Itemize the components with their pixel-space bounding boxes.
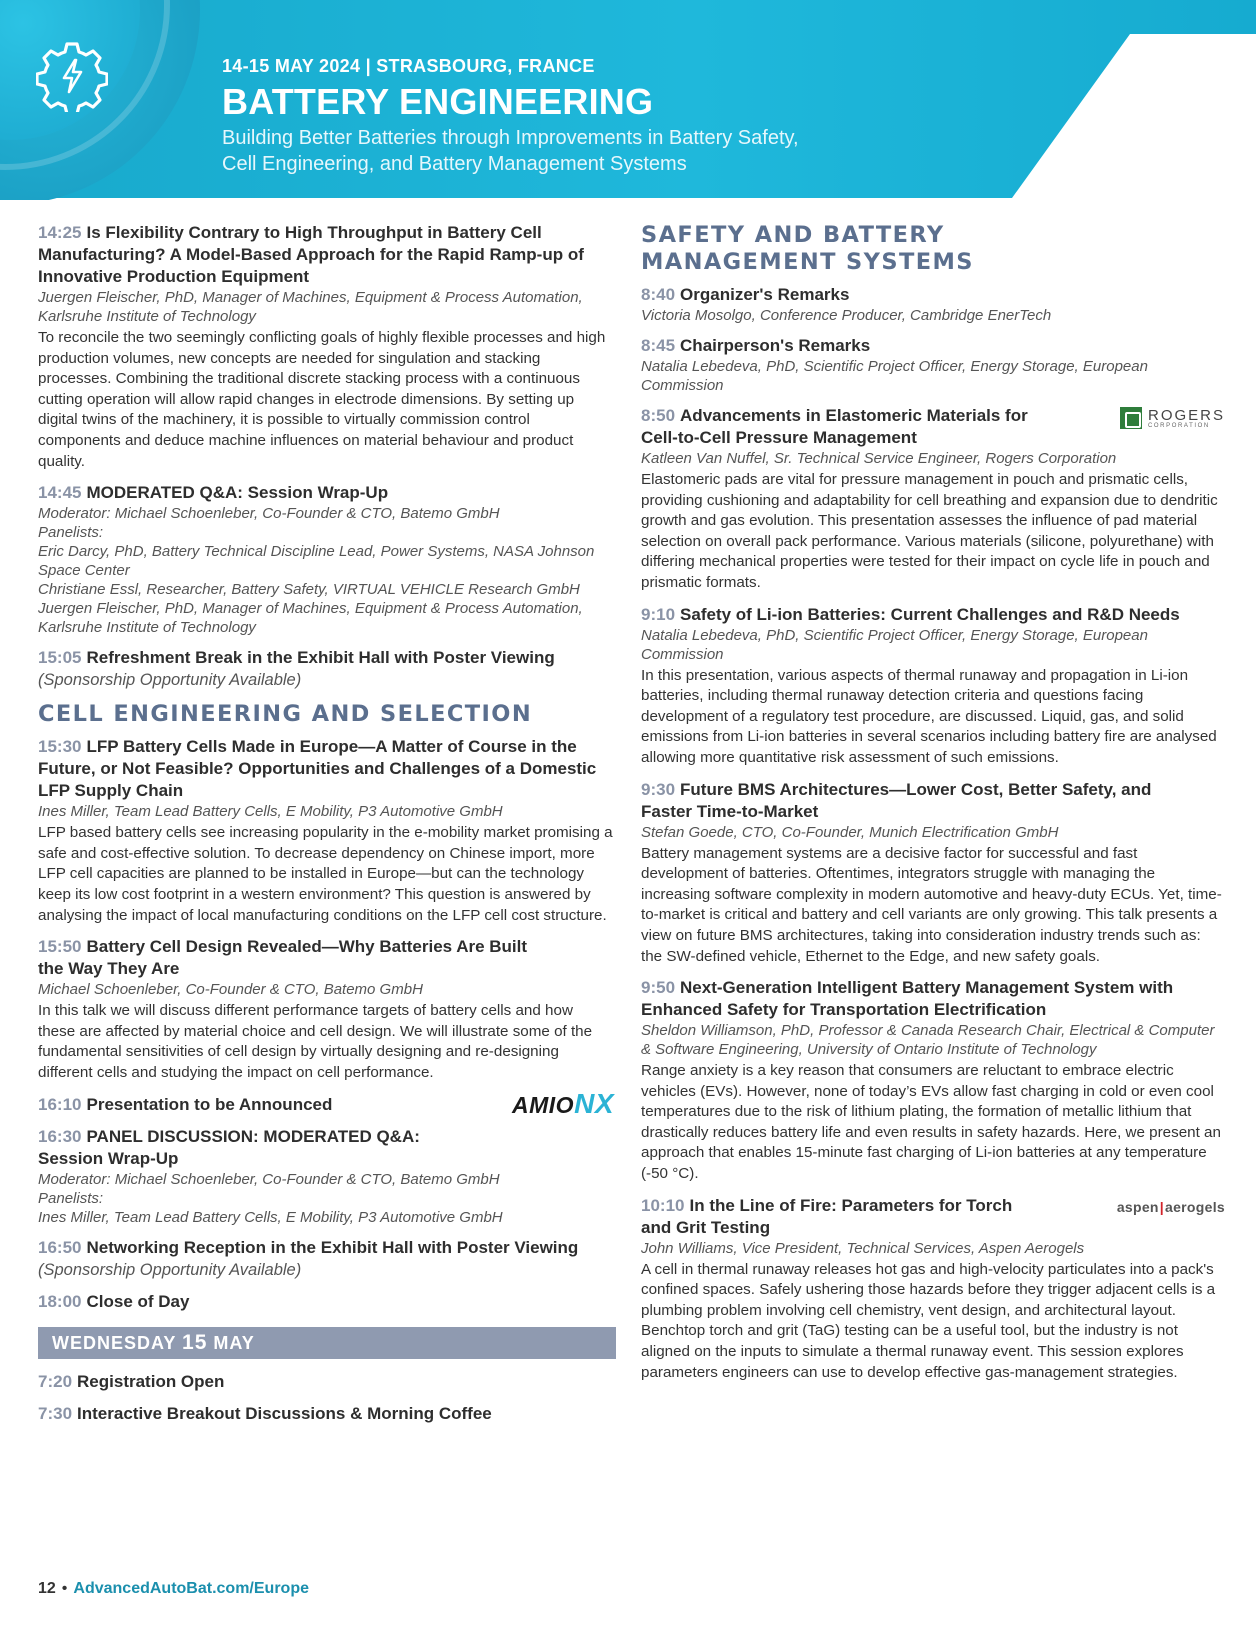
session-description: Elastomeric pads are vital for pressure management in pouch and prismatic cells, providing cushioning and adaptability for cell breathing and expansion due to dendritic growth and gas evolution. This presentation assesses the influence of pad material selection on overall pack performance. Various materials (silicone, polyurethane) with differing mechanical properties were tested for their impact on cycle life in pouch and prismatic formats. — [641, 471, 1218, 591]
aspen-aerogels-logo — [1117, 1199, 1225, 1215]
session-heading — [38, 1291, 614, 1313]
session-title: Cell-to-Cell Pressure Management — [641, 428, 917, 447]
session-description: To reconcile the two seemingly conflicting goals of highly flexible processes and high production volumes, new concepts are needed for singulation and stacking processes. Combining the traditional discrete stacking process with a continuous cutting operation will allow rapid changes in electrode dimensions. By setting up digital twins of the machinery, it is possible to virtually commission control components and deduce machine influences on material behaviour and product quality. — [38, 329, 606, 470]
session-description: LFP based battery cells see increasing popularity in the e-mobility market promising a safe and cost-effective solution. To decrease dependency on Chinese import, more LFP cell capacities are planned to be installed in Europe—but can the technology keep its low cost footprint in a western environment? This question is answered by analysing the impact of local manufacturing conditions on the LFP cell cost structure. — [38, 824, 613, 924]
day-word: WEDNESDAY — [52, 1332, 177, 1353]
session-speaker: Natalia Lebedeva, PhD, Scientific Project Officer, Energy Storage, European Commission — [641, 358, 1148, 394]
section-title-line: MANAGEMENT SYSTEMS — [641, 249, 974, 275]
session-heading — [38, 936, 614, 980]
session-time: 8:50 — [641, 406, 676, 425]
gear-lightning-icon — [36, 40, 108, 112]
agenda-session — [38, 936, 614, 1083]
session-speaker: Sheldon Williamson, PhD, Professor & Canada Research Chair, Electrical & Computer & Software Engineering, University of Ontario Institute of Technology — [641, 1022, 1215, 1059]
agenda-session — [38, 1126, 614, 1227]
session-speaker: Ines Miller, Team Lead Battery Cells, E Mobility, P3 Automotive GmbH — [38, 803, 503, 821]
session-time: 10:10 — [641, 1195, 685, 1215]
day-number: 15 — [182, 1330, 208, 1354]
agenda-session — [38, 736, 614, 926]
session-speaker: Juergen Fleischer, PhD, Manager of Machines, Equipment & Process Automation, Karlsruhe Institute of Technology — [38, 289, 583, 325]
session-heading — [38, 482, 614, 504]
session-heading — [641, 335, 1225, 357]
page-footer — [38, 1580, 309, 1598]
footer-bullet: • — [61, 1580, 68, 1597]
rogers-wordmark — [1148, 408, 1225, 429]
right-column — [641, 222, 1225, 1393]
agenda-session — [641, 779, 1225, 968]
session-moderator: Moderator: Michael Schoenleber, Co-Founder & CTO, Batemo GmbH — [38, 1170, 500, 1188]
session-heading — [38, 222, 614, 288]
aspen-divider: | — [1159, 1198, 1164, 1215]
amionx-logo: AMIONX — [512, 1087, 614, 1119]
session-speaker: Katleen Van Nuffel, Sr. Technical Service Engineer, Rogers Corporation — [641, 450, 1117, 467]
session-title: In the Line of Fire: Parameters for Torch — [689, 1195, 1013, 1215]
session-time: 8:45 — [641, 336, 676, 355]
session-time: 9:10 — [641, 604, 676, 624]
session-title: Chairperson's Remarks — [680, 336, 871, 355]
panelist: Christiane Essl, Researcher, Battery Safety, VIRTUAL VEHICLE Research GmbH — [38, 581, 580, 599]
session-time: 16:30 — [38, 1126, 82, 1146]
session-time: 9:50 — [641, 978, 676, 998]
rogers-corporation: CORPORATION — [1147, 422, 1210, 429]
session-speaker: John Williams, Vice President, Technical Services, Aspen Aerogels — [641, 1239, 1085, 1257]
page-number: 12 — [38, 1580, 56, 1597]
session-heading — [38, 647, 614, 669]
session-time: 16:50 — [38, 1237, 82, 1257]
panelist: Ines Miller, Team Lead Battery Cells, E Mobility, P3 Automotive GmbH — [38, 1208, 503, 1226]
panelist: Eric Darcy, PhD, Battery Technical Discipline Lead, Power Systems, NASA Johnson Space Center — [38, 543, 595, 580]
session-description: In this presentation, various aspects of thermal runaway and propagation in Li-ion batteries, including thermal runaway detection criteria and questions facing development of a regulatory test procedure, are discussed. Liquid, gas, and solid emissions from Li-ion batteries in several scenarios including battery fire are analysed allowing more quantitative risk assessment of such emissions. — [641, 666, 1217, 766]
session-title: Faster Time-to-Market — [641, 801, 819, 821]
session-title: Safety of Li-ion Batteries: Current Challenges and R&D Needs — [680, 604, 1180, 624]
agenda-session — [38, 1291, 614, 1313]
session-title: LFP Battery Cells Made in Europe—A Matter of Course in the Future, or Not Feasible? Opportunities and Challenges of a Domestic LFP Supply Chain — [38, 737, 597, 801]
session-speaker: Victoria Mosolgo, Conference Producer, Cambridge EnerTech — [641, 307, 1052, 324]
session-heading — [38, 1403, 614, 1425]
panelists-label: Panelists: — [38, 1189, 104, 1207]
conference-title: BATTERY ENGINEERING — [222, 81, 654, 122]
session-time: 14:45 — [38, 483, 82, 503]
rogers-name: ROGERS — [1147, 406, 1225, 424]
session-title: the Way They Are — [38, 959, 180, 979]
day-banner-wednesday — [38, 1327, 616, 1359]
session-title: Registration Open — [77, 1371, 225, 1391]
session-title: MODERATED Q&A: Session Wrap-Up — [86, 483, 389, 503]
session-time: 18:00 — [38, 1291, 82, 1311]
session-title: Is Flexibility Contrary to High Throughput in Battery Cell Manufacturing? A Model-Based Approach for the Rapid Ramp-up of Innovative Production Equipment — [38, 223, 584, 286]
session-title: Refreshment Break in the Exhibit Hall with Poster Viewing — [86, 648, 555, 668]
rogers-mark-icon — [1120, 407, 1142, 429]
subtitle-line: Cell Engineering, and Battery Management Systems — [222, 153, 687, 175]
session-heading — [641, 977, 1225, 1021]
session-heading — [641, 604, 1225, 626]
agenda-session — [641, 1195, 1225, 1384]
agenda-session — [38, 1371, 614, 1393]
left-column — [38, 222, 614, 1435]
session-heading — [641, 284, 1225, 306]
session-title: PANEL DISCUSSION: MODERATED Q&A: — [86, 1126, 420, 1146]
session-speaker: Natalia Lebedeva, PhD, Scientific Project Officer, Energy Storage, European Commission — [641, 626, 1148, 663]
session-speaker: Michael Schoenleber, Co-Founder & CTO, Batemo GmbH — [38, 981, 423, 999]
session-title: Advancements in Elastomeric Materials for — [680, 406, 1028, 425]
session-time: 16:10 — [38, 1094, 82, 1114]
aerogels-word: aerogels — [1165, 1198, 1225, 1215]
aspen-word: aspen — [1116, 1198, 1159, 1215]
session-time: 14:25 — [38, 223, 82, 242]
session-title: Battery Cell Design Revealed—Why Batteries Are Built — [86, 937, 528, 957]
panelist: Juergen Fleischer, PhD, Manager of Machines, Equipment & Process Automation, Karlsruhe Institute of Technology — [38, 600, 583, 637]
session-title: Organizer's Remarks — [680, 285, 850, 304]
session-description: Range anxiety is a key reason that consumers are reluctant to embrace electric vehicles (EVs). However, none of today’s EVs allow fast charging in cold or even cool temperatures due to the risk of lithium plating, the formation of metallic lithium that drastically reduces battery life and even results in safety hazards. Here, we present an approach that enables 15-minute fast charging of Li-ion batteries at any temperature (-50 °C). — [641, 1062, 1221, 1183]
session-title: Presentation to be Announced — [86, 1094, 333, 1114]
sponsorship-note: (Sponsorship Opportunity Available) — [38, 671, 302, 690]
page-header — [0, 0, 1256, 200]
session-title: Next-Generation Intelligent Battery Management System with — [680, 978, 1174, 998]
session-time: 7:30 — [38, 1403, 73, 1423]
day-month: MAY — [213, 1332, 255, 1353]
session-title: Networking Reception in the Exhibit Hall with Poster Viewing — [86, 1237, 579, 1257]
header-text — [222, 56, 982, 177]
session-title: Enhanced Safety for Transportation Electrification — [641, 1000, 1047, 1020]
event-date-location: 14-15 MAY 2024 | STRASBOURG, FRANCE — [222, 56, 595, 76]
session-title: Session Wrap-Up — [38, 1148, 179, 1168]
session-title: and Grit Testing — [641, 1217, 771, 1237]
session-moderator: Moderator: Michael Schoenleber, Co-Founder & CTO, Batemo GmbH — [38, 505, 500, 523]
subtitle-line: Building Better Batteries through Improvements in Battery Safety, — [222, 127, 799, 149]
session-heading — [641, 779, 1225, 823]
section-title-cell-engineering: CELL ENGINEERING AND SELECTION — [38, 701, 533, 728]
session-heading — [38, 736, 614, 802]
session-heading — [38, 1237, 614, 1259]
session-time: 15:05 — [38, 648, 82, 668]
section-title-safety-bms — [641, 222, 1225, 276]
agenda-session — [641, 977, 1225, 1185]
agenda-session — [641, 405, 1225, 594]
session-description: Battery management systems are a decisive factor for successful and fast development of batteries. Oftentimes, integrators struggle with managing the increasing software complexity in modern automotive and heavy-duty ECUs. Yet, time-to-market is critical and battery and cell variants are only growing. This talk presents a view on future BMS architectures, taking into consideration industry trends such as: the SW-defined vehicle, Ethernet to the Edge, and new safety goals. — [641, 844, 1222, 965]
agenda-session — [38, 1087, 614, 1119]
session-description: A cell in thermal runaway releases hot gas and high-velocity particulates into a pack's confined spaces. Safely ushering those hazards before they trigger adjacent cells is a plumbing problem involving cell chemistry, vent design, and architectural layout. Benchtop torch and grit (TaG) testing can be a useful tool, but the industry is not aligned on the inputs to simulate a thermal runaway event. This session explores parameters engineers can use to develop effective gas-management strategies. — [641, 1260, 1216, 1381]
sponsorship-note: (Sponsorship Opportunity Available) — [38, 1260, 302, 1279]
agenda-session — [38, 222, 614, 472]
agenda-session — [641, 604, 1225, 769]
agenda-session — [38, 1403, 614, 1425]
agenda-session — [641, 335, 1225, 395]
conference-subtitle — [222, 125, 982, 177]
session-time: 7:20 — [38, 1371, 73, 1391]
session-time: 9:30 — [641, 779, 676, 799]
session-speaker: Stefan Goede, CTO, Co-Founder, Munich Electrification GmbH — [641, 823, 1059, 841]
session-title: Close of Day — [86, 1291, 190, 1311]
session-title: Interactive Breakout Discussions & Morning Coffee — [77, 1403, 492, 1423]
session-heading — [38, 1371, 614, 1393]
website-link[interactable]: AdvancedAutoBat.com/Europe — [73, 1580, 309, 1597]
agenda-session — [38, 482, 614, 637]
session-time: 15:50 — [38, 937, 82, 957]
agenda-session — [641, 284, 1225, 325]
session-time: 8:40 — [641, 285, 676, 304]
section-title-line: SAFETY AND BATTERY — [641, 222, 945, 248]
agenda-session — [38, 1237, 614, 1281]
rogers-logo — [1120, 407, 1225, 429]
session-description: In this talk we will discuss different performance targets of battery cells and how these are affected by material choice and cell design. We will illustrate some of the fundamental sensitivities of cell design by virtually designing and re-designing different cells and studying the impact on cell performance. — [38, 1002, 593, 1081]
session-time: 15:30 — [38, 737, 82, 757]
panelists-label: Panelists: — [38, 524, 104, 542]
session-title: Future BMS Architectures—Lower Cost, Better Safety, and — [680, 779, 1152, 799]
session-heading — [38, 1126, 614, 1170]
agenda-session — [38, 647, 614, 691]
